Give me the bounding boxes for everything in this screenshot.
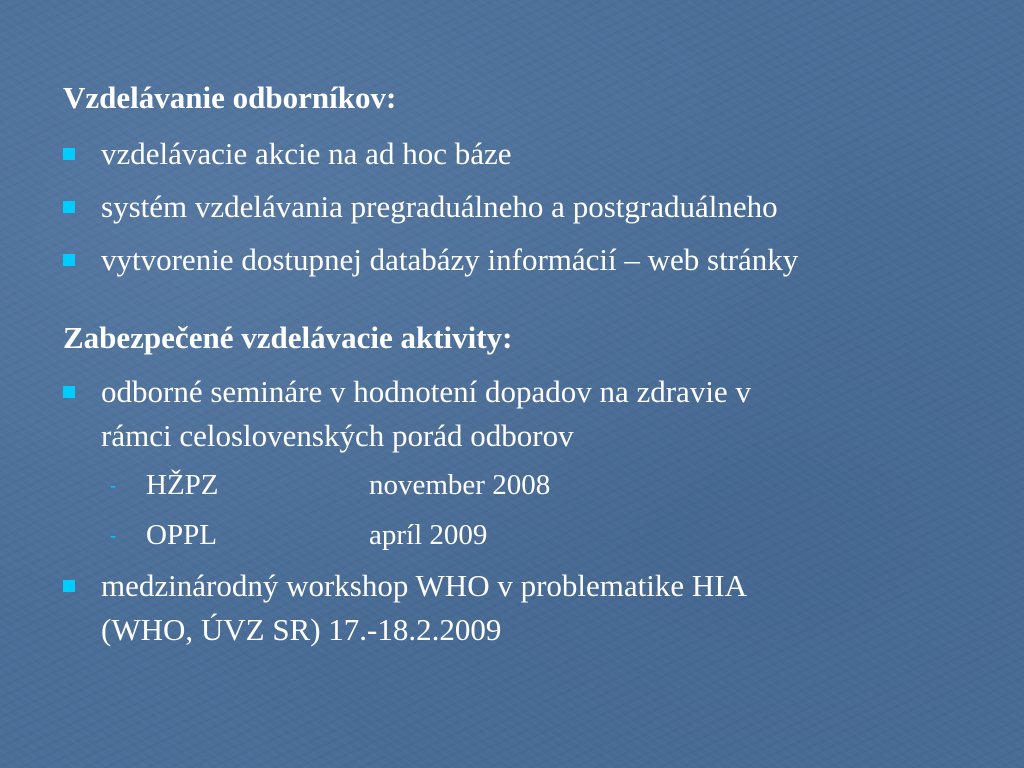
list-item-text: systém vzdelávania pregraduálneho a postgraduálneho (101, 189, 778, 224)
list-item-line: (WHO, ÚVZ SR) 17.-18.2.2009 (101, 612, 502, 647)
list-item-text: vzdelávacie akcie na ad hoc báze (101, 136, 512, 171)
list-item-text (101, 564, 961, 652)
square-bullet-icon (63, 201, 75, 213)
sub-item-date: november 2008 (369, 469, 551, 501)
sub-item-label: HŽPZ (146, 469, 219, 501)
heading-vzdelavanie-odbornikov: Vzdelávanie odborníkov: (63, 80, 397, 115)
list-item-text: vytvorenie dostupnej databázy informácií – web stránky (101, 242, 799, 277)
list-item-line: medzinárodný workshop WHO v problematike HIA (101, 568, 747, 603)
square-bullet-icon (63, 580, 75, 592)
sub-item-label: OPPL (146, 519, 217, 551)
square-bullet-icon (63, 148, 75, 160)
list-item-line: rámci celoslovenských porád odborov (101, 418, 574, 453)
square-bullet-icon (63, 254, 75, 266)
heading-zabezpecene-aktivity: Zabezpečené vzdelávacie aktivity: (63, 320, 513, 355)
dash-bullet: - (110, 525, 116, 545)
list-item-line: odborné semináre v hodnotení dopadov na zdravie v (101, 374, 751, 409)
dash-bullet: - (110, 475, 116, 495)
square-bullet-icon (63, 386, 75, 398)
sub-item-date: apríl 2009 (369, 519, 488, 551)
list-item-text (101, 370, 961, 458)
